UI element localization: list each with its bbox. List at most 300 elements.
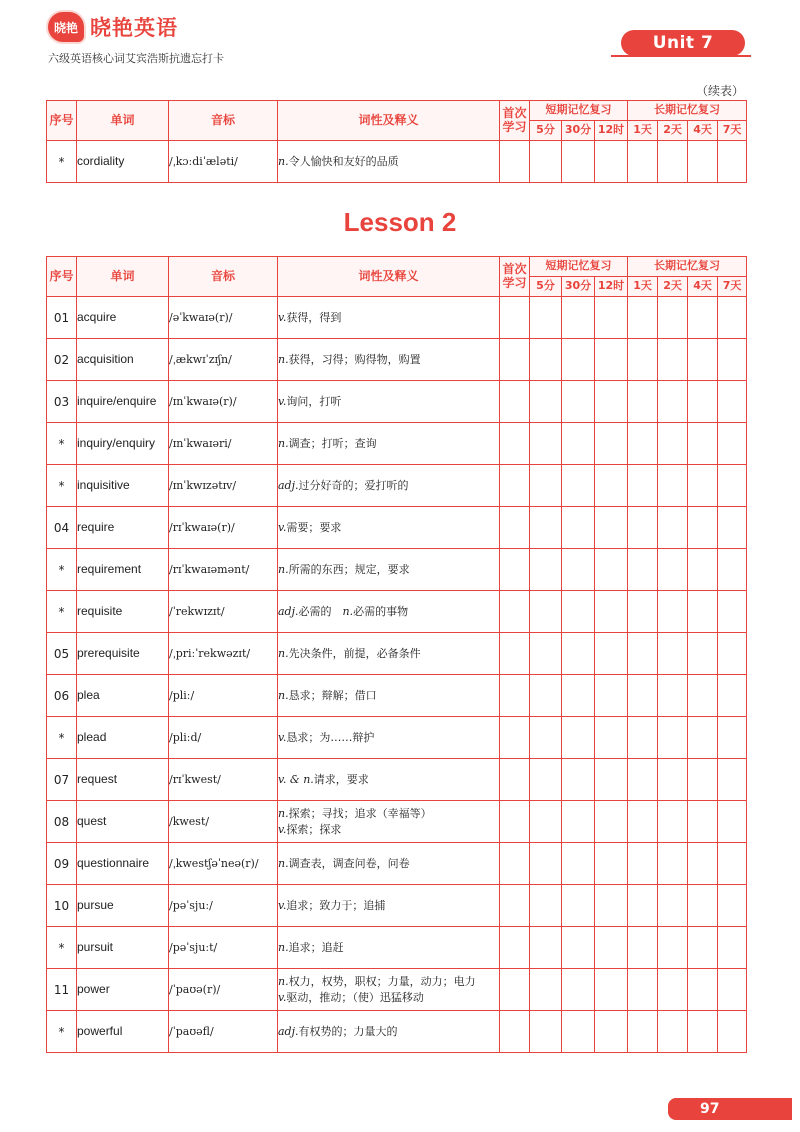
table-row	[47, 801, 747, 843]
review-checkbox[interactable]	[595, 843, 628, 885]
review-checkbox[interactable]	[688, 297, 718, 339]
review-checkbox[interactable]	[500, 885, 530, 927]
row-definition	[278, 885, 500, 927]
row-word: inquiry/enquiry	[77, 423, 169, 465]
meaning: 调查表，调查问卷，问卷	[288, 856, 410, 870]
row-word: inquire/enquire	[77, 381, 169, 423]
review-checkbox[interactable]	[562, 507, 595, 549]
review-checkbox[interactable]	[530, 927, 562, 969]
header-long-interval: 1天	[628, 121, 658, 141]
row-word: requirement	[77, 549, 169, 591]
review-checkbox[interactable]	[628, 675, 658, 717]
review-checkbox[interactable]	[562, 801, 595, 843]
row-definition	[278, 633, 500, 675]
row-index: 10	[47, 885, 77, 927]
review-checkbox[interactable]	[718, 969, 747, 1011]
meaning: 获得，得到	[286, 310, 342, 324]
row-word: acquisition	[77, 339, 169, 381]
review-checkbox[interactable]	[530, 591, 562, 633]
review-checkbox[interactable]	[718, 297, 747, 339]
review-checkbox[interactable]	[688, 885, 718, 927]
review-checkbox[interactable]	[658, 927, 688, 969]
review-checkbox[interactable]	[562, 423, 595, 465]
part-of-speech: n.	[278, 940, 289, 954]
review-checkbox[interactable]	[500, 843, 530, 885]
review-checkbox[interactable]	[658, 465, 688, 507]
review-checkbox[interactable]	[658, 423, 688, 465]
review-checkbox[interactable]	[595, 507, 628, 549]
review-checkbox[interactable]	[500, 717, 530, 759]
row-ipa: /pəˈsjuː/	[169, 885, 278, 927]
review-checkbox[interactable]	[688, 801, 718, 843]
row-index: 06	[47, 675, 77, 717]
review-checkbox[interactable]	[530, 1011, 562, 1053]
row-index: 07	[47, 759, 77, 801]
review-checkbox[interactable]	[562, 717, 595, 759]
row-definition	[278, 717, 500, 759]
review-checkbox[interactable]	[562, 927, 595, 969]
review-checkbox[interactable]	[562, 675, 595, 717]
review-checkbox[interactable]	[500, 633, 530, 675]
page-number-bar	[668, 1098, 792, 1120]
review-checkbox[interactable]	[562, 381, 595, 423]
part-of-speech: v.	[278, 898, 287, 912]
part-of-speech: n.	[278, 562, 289, 576]
meaning: 询问，打听	[286, 394, 342, 408]
meaning: 获得，习得；购得物，购置	[288, 352, 421, 366]
review-checkbox[interactable]	[628, 465, 658, 507]
brand-logo: 晓艳	[48, 12, 84, 42]
part-of-speech: n.	[278, 352, 289, 366]
row-ipa: /ˌkwestʃəˈneə(r)/	[169, 843, 278, 885]
header-short-interval: 12时	[595, 121, 628, 141]
table-row	[47, 549, 747, 591]
part-of-speech: v.	[278, 822, 287, 836]
table-row	[47, 1011, 747, 1053]
review-checkbox[interactable]	[595, 885, 628, 927]
review-checkbox[interactable]	[595, 633, 628, 675]
table-row	[47, 759, 747, 801]
review-checkbox[interactable]	[658, 549, 688, 591]
row-ipa: /ˈrekwɪzɪt/	[169, 591, 278, 633]
review-checkbox[interactable]	[595, 1011, 628, 1053]
review-checkbox[interactable]	[595, 675, 628, 717]
row-word: power	[77, 969, 169, 1011]
table-row	[47, 297, 747, 339]
review-checkbox[interactable]	[530, 465, 562, 507]
review-checkbox[interactable]	[530, 801, 562, 843]
row-word: pursuit	[77, 927, 169, 969]
row-definition	[278, 381, 500, 423]
review-checkbox[interactable]	[658, 591, 688, 633]
review-checkbox[interactable]	[718, 141, 747, 183]
row-word: acquire	[77, 297, 169, 339]
header-index: 序号	[47, 101, 77, 141]
review-checkbox[interactable]	[562, 339, 595, 381]
review-checkbox[interactable]	[500, 801, 530, 843]
review-checkbox[interactable]	[500, 1011, 530, 1053]
review-checkbox[interactable]	[500, 969, 530, 1011]
header-short-interval: 12时	[595, 277, 628, 297]
review-checkbox[interactable]	[658, 801, 688, 843]
header-row	[47, 257, 747, 277]
review-checkbox[interactable]	[500, 591, 530, 633]
review-checkbox[interactable]	[628, 507, 658, 549]
table-row	[47, 465, 747, 507]
review-checkbox[interactable]	[595, 717, 628, 759]
review-checkbox[interactable]	[562, 885, 595, 927]
unit-badge: Unit 7	[621, 30, 745, 56]
header-long-term: 长期记忆复习	[628, 101, 747, 121]
review-checkbox[interactable]	[595, 549, 628, 591]
review-checkbox[interactable]	[688, 423, 718, 465]
review-checkbox[interactable]	[530, 423, 562, 465]
table-row	[47, 633, 747, 675]
part-of-speech: n.	[278, 154, 289, 168]
header-long-interval: 1天	[628, 277, 658, 297]
review-checkbox[interactable]	[500, 927, 530, 969]
review-checkbox[interactable]	[718, 591, 747, 633]
header-long-interval: 2天	[658, 121, 688, 141]
review-checkbox[interactable]	[628, 549, 658, 591]
review-checkbox[interactable]	[628, 843, 658, 885]
review-checkbox[interactable]	[595, 927, 628, 969]
review-checkbox[interactable]	[688, 1011, 718, 1053]
review-checkbox[interactable]	[658, 381, 688, 423]
header-short-term: 短期记忆复习	[530, 257, 628, 277]
review-checkbox[interactable]	[718, 801, 747, 843]
row-ipa: /rɪˈkwest/	[169, 759, 278, 801]
review-checkbox[interactable]	[718, 507, 747, 549]
review-checkbox[interactable]	[718, 927, 747, 969]
table-row	[47, 675, 747, 717]
meaning: 追求；追赶	[288, 940, 344, 954]
meaning: 调查；打听；查询	[288, 436, 377, 450]
review-checkbox[interactable]	[530, 381, 562, 423]
header-long-interval: 7天	[718, 121, 747, 141]
row-ipa: /ɪnˈkwaɪəri/	[169, 423, 278, 465]
review-checkbox[interactable]	[688, 549, 718, 591]
review-checkbox[interactable]	[688, 969, 718, 1011]
review-checkbox[interactable]	[530, 339, 562, 381]
header-ipa: 音标	[169, 257, 278, 297]
meaning: 探索；寻找；追求（幸福等）	[288, 806, 432, 820]
review-checkbox[interactable]	[658, 339, 688, 381]
review-checkbox[interactable]	[658, 675, 688, 717]
review-checkbox[interactable]	[530, 885, 562, 927]
review-checkbox[interactable]	[718, 339, 747, 381]
review-checkbox[interactable]	[718, 759, 747, 801]
meaning: 驱动，推动；（使）迅猛移动	[286, 990, 424, 1004]
header-word: 单词	[77, 257, 169, 297]
review-checkbox[interactable]	[562, 759, 595, 801]
review-checkbox[interactable]	[688, 759, 718, 801]
review-checkbox[interactable]	[628, 801, 658, 843]
row-index: *	[47, 465, 77, 507]
review-checkbox[interactable]	[658, 969, 688, 1011]
review-checkbox[interactable]	[688, 381, 718, 423]
review-checkbox[interactable]	[718, 423, 747, 465]
review-checkbox[interactable]	[562, 465, 595, 507]
review-checkbox[interactable]	[628, 717, 658, 759]
part-of-speech: n.	[278, 646, 289, 660]
review-checkbox[interactable]	[500, 675, 530, 717]
row-ipa: /ˌkɔːdiˈæləti/	[169, 141, 278, 183]
review-checkbox[interactable]	[562, 549, 595, 591]
review-checkbox[interactable]	[500, 507, 530, 549]
header-short-term: 短期记忆复习	[530, 101, 628, 121]
part-of-speech: n.	[278, 688, 289, 702]
table-row	[47, 885, 747, 927]
review-checkbox[interactable]	[500, 465, 530, 507]
review-checkbox[interactable]	[628, 423, 658, 465]
row-definition	[278, 339, 500, 381]
brand	[48, 12, 178, 42]
review-checkbox[interactable]	[595, 297, 628, 339]
review-checkbox[interactable]	[718, 843, 747, 885]
review-checkbox[interactable]	[688, 507, 718, 549]
row-definition	[278, 591, 500, 633]
review-checkbox[interactable]	[658, 141, 688, 183]
row-ipa: /əˈkwaɪə(r)/	[169, 297, 278, 339]
review-checkbox[interactable]	[628, 927, 658, 969]
part-of-speech: adj.	[278, 1024, 299, 1038]
book-subtitle: 六级英语核心词艾宾浩斯抗遗忘打卡	[48, 52, 224, 65]
header-long-interval: 4天	[688, 121, 718, 141]
row-definition	[278, 297, 500, 339]
part-of-speech: v.	[278, 310, 287, 324]
row-word: requisite	[77, 591, 169, 633]
row-definition	[278, 759, 500, 801]
row-ipa: /rɪˈkwaɪəmənt/	[169, 549, 278, 591]
review-checkbox[interactable]	[500, 423, 530, 465]
review-checkbox[interactable]	[718, 675, 747, 717]
review-checkbox[interactable]	[628, 591, 658, 633]
row-index: 04	[47, 507, 77, 549]
review-checkbox[interactable]	[628, 633, 658, 675]
row-index: *	[47, 423, 77, 465]
row-index: 11	[47, 969, 77, 1011]
row-definition	[278, 927, 500, 969]
review-checkbox[interactable]	[595, 465, 628, 507]
meaning: 有权势的；力量大的	[298, 1024, 398, 1038]
header-long-interval: 7天	[718, 277, 747, 297]
meaning: 所需的东西；规定，要求	[288, 562, 410, 576]
review-checkbox[interactable]	[562, 969, 595, 1011]
review-checkbox[interactable]	[718, 633, 747, 675]
review-checkbox[interactable]	[628, 339, 658, 381]
row-index: 02	[47, 339, 77, 381]
review-checkbox[interactable]	[718, 717, 747, 759]
part-of-speech: v. & n.	[278, 772, 314, 786]
unit-stripe	[611, 55, 751, 57]
review-checkbox[interactable]	[595, 969, 628, 1011]
review-checkbox[interactable]	[658, 633, 688, 675]
row-index: *	[47, 549, 77, 591]
table-row	[47, 843, 747, 885]
header-first-study: 首次学习	[500, 257, 530, 297]
row-word: prerequisite	[77, 633, 169, 675]
review-checkbox[interactable]	[500, 381, 530, 423]
review-checkbox[interactable]	[658, 297, 688, 339]
review-checkbox[interactable]	[530, 717, 562, 759]
review-checkbox[interactable]	[718, 885, 747, 927]
review-checkbox[interactable]	[688, 717, 718, 759]
header-short-interval: 5分	[530, 277, 562, 297]
table-row	[47, 717, 747, 759]
review-checkbox[interactable]	[530, 549, 562, 591]
review-checkbox[interactable]	[658, 717, 688, 759]
vocab-table	[46, 256, 747, 1053]
review-checkbox[interactable]	[688, 465, 718, 507]
meaning: 恳求；辩解；借口	[288, 688, 377, 702]
review-checkbox[interactable]	[628, 969, 658, 1011]
table-row	[47, 141, 747, 183]
part-of-speech: v.	[278, 394, 287, 408]
part-of-speech: v.	[278, 990, 287, 1004]
row-word: cordiality	[77, 141, 169, 183]
review-checkbox[interactable]	[530, 141, 562, 183]
row-word: plead	[77, 717, 169, 759]
row-ipa: /ˈpaʊə(r)/	[169, 969, 278, 1011]
row-ipa: /kwest/	[169, 801, 278, 843]
review-checkbox[interactable]	[718, 381, 747, 423]
meaning: 必需的事物	[353, 604, 409, 618]
review-checkbox[interactable]	[628, 381, 658, 423]
review-checkbox[interactable]	[562, 633, 595, 675]
review-checkbox[interactable]	[688, 591, 718, 633]
row-ipa: /rɪˈkwaɪə(r)/	[169, 507, 278, 549]
review-checkbox[interactable]	[530, 675, 562, 717]
review-checkbox[interactable]	[562, 141, 595, 183]
review-checkbox[interactable]	[718, 465, 747, 507]
row-word: powerful	[77, 1011, 169, 1053]
review-checkbox[interactable]	[718, 549, 747, 591]
review-checkbox[interactable]	[530, 969, 562, 1011]
meaning: 请求，要求	[313, 772, 369, 786]
part-of-speech: v.	[278, 730, 287, 744]
review-checkbox[interactable]	[530, 843, 562, 885]
part-of-speech: n.	[278, 974, 289, 988]
review-checkbox[interactable]	[628, 759, 658, 801]
review-checkbox[interactable]	[595, 759, 628, 801]
review-checkbox[interactable]	[688, 633, 718, 675]
row-word: plea	[77, 675, 169, 717]
header-short-interval: 30分	[562, 277, 595, 297]
header-long-interval: 2天	[658, 277, 688, 297]
meaning: 过分好奇的；爱打听的	[298, 478, 409, 492]
part-of-speech: v.	[278, 520, 287, 534]
meaning: 先决条件，前提，必备条件	[288, 646, 421, 660]
review-checkbox[interactable]	[500, 141, 530, 183]
vocab-table-continued	[46, 100, 747, 183]
header-ipa: 音标	[169, 101, 278, 141]
header-first-study: 首次学习	[500, 101, 530, 141]
row-definition	[278, 1011, 500, 1053]
row-index: *	[47, 927, 77, 969]
lesson-title: Lesson 2	[343, 207, 457, 237]
row-word: questionnaire	[77, 843, 169, 885]
review-checkbox[interactable]	[595, 801, 628, 843]
review-checkbox[interactable]	[628, 297, 658, 339]
review-checkbox[interactable]	[628, 1011, 658, 1053]
review-checkbox[interactable]	[595, 423, 628, 465]
review-checkbox[interactable]	[658, 1011, 688, 1053]
row-index: 03	[47, 381, 77, 423]
review-checkbox[interactable]	[500, 297, 530, 339]
header-row	[47, 101, 747, 121]
review-checkbox[interactable]	[658, 507, 688, 549]
row-definition	[278, 465, 500, 507]
review-checkbox[interactable]	[500, 549, 530, 591]
review-checkbox[interactable]	[562, 1011, 595, 1053]
row-ipa: /pliːd/	[169, 717, 278, 759]
table-row	[47, 969, 747, 1011]
review-checkbox[interactable]	[628, 141, 658, 183]
header-short-interval: 30分	[562, 121, 595, 141]
table-row	[47, 507, 747, 549]
table-row	[47, 381, 747, 423]
row-index: 01	[47, 297, 77, 339]
review-checkbox[interactable]	[595, 381, 628, 423]
review-checkbox[interactable]	[688, 141, 718, 183]
row-index: *	[47, 141, 77, 183]
review-checkbox[interactable]	[658, 843, 688, 885]
review-checkbox[interactable]	[688, 927, 718, 969]
header-long-interval: 4天	[688, 277, 718, 297]
part-of-speech: n.	[278, 856, 289, 870]
review-checkbox[interactable]	[562, 843, 595, 885]
review-checkbox[interactable]	[658, 885, 688, 927]
header-index: 序号	[47, 257, 77, 297]
review-checkbox[interactable]	[595, 339, 628, 381]
review-checkbox[interactable]	[718, 1011, 747, 1053]
row-index: 08	[47, 801, 77, 843]
row-word: pursue	[77, 885, 169, 927]
review-checkbox[interactable]	[562, 591, 595, 633]
meaning: 追求；致力于；追捕	[286, 898, 386, 912]
review-checkbox[interactable]	[562, 297, 595, 339]
part-of-speech: n.	[342, 604, 354, 618]
review-checkbox[interactable]	[688, 843, 718, 885]
row-definition	[278, 423, 500, 465]
row-word: inquisitive	[77, 465, 169, 507]
review-checkbox[interactable]	[658, 759, 688, 801]
part-of-speech: n.	[278, 806, 289, 820]
review-checkbox[interactable]	[688, 675, 718, 717]
brand-name: 晓艳英语	[90, 16, 178, 40]
review-checkbox[interactable]	[530, 507, 562, 549]
row-definition	[278, 141, 500, 183]
row-word: quest	[77, 801, 169, 843]
row-ipa: /ɪnˈkwaɪə(r)/	[169, 381, 278, 423]
row-index: 09	[47, 843, 77, 885]
review-checkbox[interactable]	[530, 759, 562, 801]
meaning: 权力，权势，职权；力量，动力；电力	[288, 974, 476, 988]
meaning: 必需的	[298, 604, 343, 618]
row-ipa: /ˌpriːˈrekwəzɪt/	[169, 633, 278, 675]
review-checkbox[interactable]	[500, 339, 530, 381]
review-checkbox[interactable]	[500, 759, 530, 801]
review-checkbox[interactable]	[688, 339, 718, 381]
review-checkbox[interactable]	[595, 141, 628, 183]
review-checkbox[interactable]	[530, 633, 562, 675]
review-checkbox[interactable]	[595, 591, 628, 633]
row-definition	[278, 549, 500, 591]
part-of-speech: adj.	[278, 604, 299, 618]
review-checkbox[interactable]	[530, 297, 562, 339]
review-checkbox[interactable]	[628, 885, 658, 927]
